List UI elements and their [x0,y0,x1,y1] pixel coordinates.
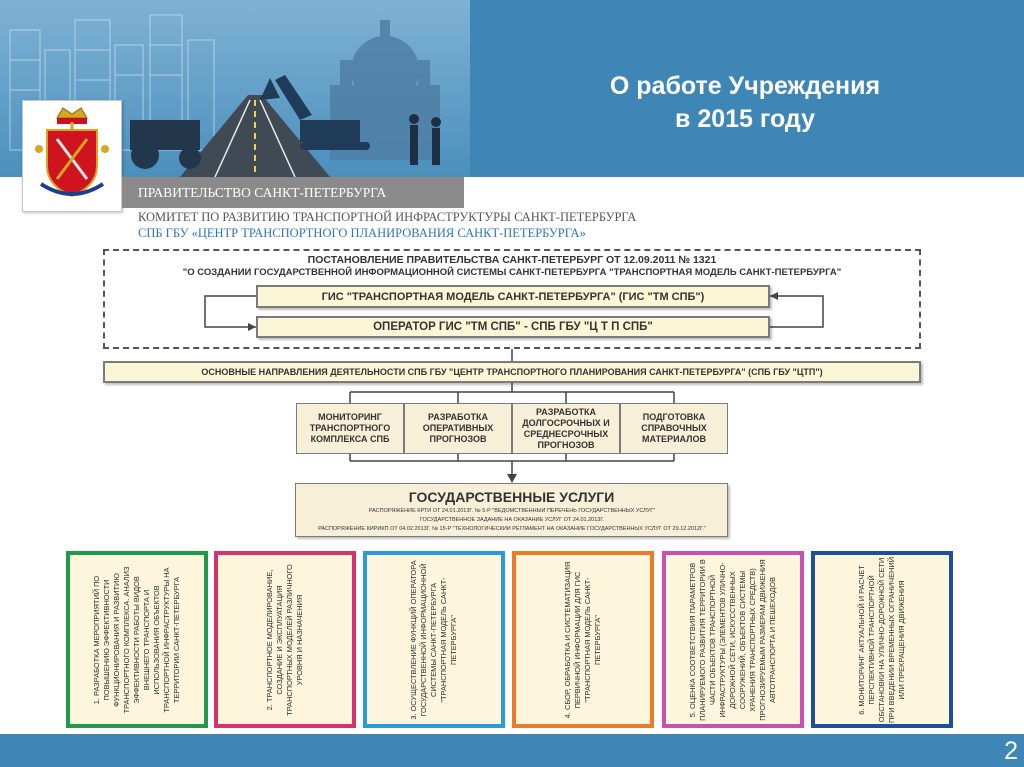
gis-box: ГИС "ТРАНСПОРТНАЯ МОДЕЛЬ САНКТ-ПЕТЕРБУРГА" (ГИС "ТМ СПБ") [256,285,770,308]
direction-card-2-text: 2. ТРАНСПОРТНОЕ МОДЕЛИРОВАНИЕ, СОЗДАНИЕ И ЭКСПЛУАТАЦИЯ ТРАНСПОРТНЫХ МОДЕЛЕЙ РАЗЛИЧНОГО УРОВНЯ И НАЗНАЧЕНИЯ [265,563,304,716]
decree-line-1: ПОСТАНОВЛЕНИЕ ПРАВИТЕЛЬСТВА САНКТ-ПЕТЕРБУРГ ОТ 12.09.2011 № 1321 [307,254,717,266]
direction-card-4 [512,551,654,728]
state-services-title: ГОСУДАРСТВЕННЫЕ УСЛУГИ [408,489,615,505]
activity-long-term-forecasts: РАЗРАБОТКА ДОЛГОСРОЧНЫХ И СРЕДНЕСРОЧНЫХ ПРОГНОЗОВ [512,403,620,454]
page-number: 2 [1004,737,1018,765]
activity-reference-materials: ПОДГОТОВКА СПРАВОЧНЫХ МАТЕРИАЛОВ [620,403,728,454]
services-note-1: РАСПОРЯЖЕНИЕ КРТИ ОТ 24.01.2013Г. № 5-Р "ВЕДОМСТВЕННЫЙ ПЕРЕЧЕНЬ ГОСУДАРСТВЕННЫХ УСЛУГ" [368,508,656,514]
operator-box: ОПЕРАТОР ГИС "ТМ СПБ" - СПБ ГБУ "Ц Т П СПБ" [256,316,770,338]
direction-card-5 [662,551,804,728]
direction-card-6-text: 6. МОНИТОРИНГ АКТУАЛЬНОЙ И РАСЧЕТ ПЕРСПЕКТИВНОЙ ТРАНСПОРТНОЙ ОБСТАНОВКИ НА УЛИЧНО-ДОРОЖНОЙ СЕТИ ПРИ ВВЕДЕНИИ ВРЕМЕННЫХ ОГРАНИЧЕНИЙ ИЛИ ПРЕКРАЩЕНИЯ ДВИЖЕНИЯ [857,556,906,723]
direction-card-5-text: 5. ОЦЕНКА СООТВЕТСТВИЯ ПАРАМЕТРОВ ПЛАНИРУЕМОГО РАЗВИТИЯ ТЕРРИТОРИИ В ЧАСТИ ОБЪЕКТОВ ТРАНСПОРТНОЙ ИНФРАСТРУКТУРЫ (ЭЛЕМЕНТОВ УЛИЧНО-ДОРОЖНОЙ СЕТИ, ИСКУССТВЕННЫХ СООРУЖЕНИЙ, ОБЪЕКТОВ СИСТЕМЫ ХРАНЕНИЯ ТРАНСПОРТНЫХ СРЕДСТВ) ПРОГНОЗИРУЕМЫМ РАЗМЕРАМ ДВИЖЕНИЯ АВТОТРАНСПОРТА И ПЕШЕХОДОВ [688,558,777,721]
footer-band [0,734,1024,767]
directions-box: ОСНОВНЫЕ НАПРАВЛЕНИЯ ДЕЯТЕЛЬНОСТИ СПБ ГБУ "ЦЕНТР ТРАНСПОРТНОГО ПЛАНИРОВАНИЯ САНКТ-ПЕТЕРБУРГА" (СПБ ГБУ "ЦТП") [103,361,921,383]
direction-card-6 [811,551,953,728]
direction-card-1-text: 1. РАЗРАБОТКА МЕРОПРИЯТИЙ ПО ПОВЫШЕНИЮ ЭФФЕКТИВНОСТИ ФУНКЦИОНИРОВАНИЯ И РАЗВИТИЮ ТРАНСПОРТНОГО КОМПЛЕКСА. АНАЛИЗ ЭФФЕКТИВНОСТИ РАБОТЫ ВИДОВ ВНЕШНЕГО ТРАНСПОРТА И ИСПОЛЬЗОВАНИЯ ОБЪЕКТОВ ТРАНСПОРТНОЙ ИНФРАСТРУКТУРЫ НА ТЕРРИТОРИИ САНКТ-ПЕТЕРБУРГА [92,566,181,713]
services-note-3: РАСПОРЯЖЕНИЕ КИРИКП ОТ 04.02.2013Г. № 15-Р "ТЕХНОЛОГИЧЕСКИЙ РЕГЛАМЕНТ НА ОКАЗАНИЕ ГОСУДАРСТВЕННЫХ УСЛУГ ОТ 29.12.2012Г." [318,526,706,532]
title-line-2: в 2015 году [675,105,815,133]
activity-monitoring: МОНИТОРИНГ ТРАНСПОРТНОГО КОМПЛЕКСА СПБ [296,403,404,454]
direction-card-3-text: 3. ОСУЩЕСТВЛЕНИЕ ФУНКЦИЙ ОПЕРАТОРА ГОСУДАРСТВЕННОЙ ИНФОРМАЦИОННОЙ СИСТЕМЫ САНКТ-ПЕТЕРБУРГА "ТРАНСПОРТНАЯ МОДЕЛЬ САНКТ-ПЕТЕРБУРГА" [409,559,458,720]
direction-card-2 [214,551,356,728]
committee-label: КОМИТЕТ ПО РАЗВИТИЮ ТРАНСПОРТНОЙ ИНФРАСТРУКТУРЫ САНКТ-ПЕТЕРБУРГА [138,210,637,224]
direction-card-1 [66,551,208,728]
direction-card-4-text: 4. СБОР, ОБРАБОТКА И СИСТЕМАТИЗАЦИЯ ПЕРВИЧНОЙ ИНФОРМАЦИИ ДЛЯ ГИС "ТРАНСПОРТНАЯ МОДЕЛЬ САНКТ-ПЕТЕРБУРГА" [563,561,602,718]
services-note-2: ГОСУДАРСТВЕННОЕ ЗАДАНИЕ НА ОКАЗАНИЕ УСЛУГ ОТ 24.01.2013Г. [419,517,605,523]
government-label: ПРАВИТЕЛЬСТВО САНКТ-ПЕТЕРБУРГА [138,185,387,200]
title-line-1: О работе Учреждения [609,72,881,100]
center-label: СПБ ГБУ «ЦЕНТР ТРАНСПОРТНОГО ПЛАНИРОВАНИЯ САНКТ-ПЕТЕРБУРГА» [138,226,586,240]
direction-card-3 [363,551,505,728]
activity-operational-forecasts: РАЗРАБОТКА ОПЕРАТИВНЫХ ПРОГНОЗОВ [404,403,512,454]
decree-line-2: "О СОЗДАНИИ ГОСУДАРСТВЕННОЙ ИНФОРМАЦИОННОЙ СИСТЕМЫ САНКТ-ПЕТЕРБУРГА "ТРАНСПОРТНАЯ МОДЕЛЬ САНКТ-ПЕТЕРБУРГА" [182,267,842,278]
